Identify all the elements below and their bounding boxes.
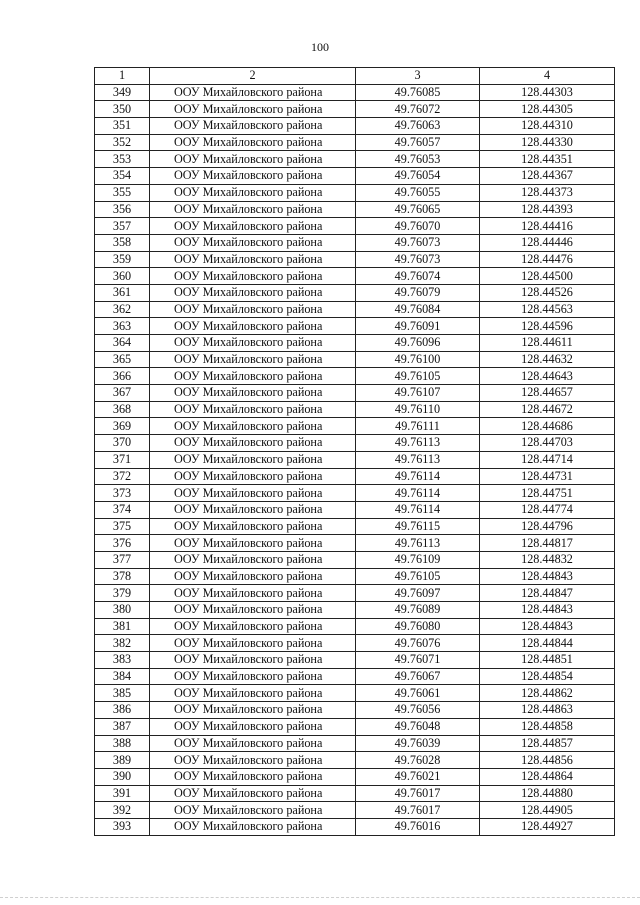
cell-name: ООУ Михайловского района — [150, 151, 356, 168]
table-row — [95, 351, 615, 368]
cell-number: 366 — [95, 368, 150, 385]
cell-number: 379 — [95, 585, 150, 602]
cell-name: ООУ Михайловского района — [150, 602, 356, 619]
cell-latitude: 49.76039 — [356, 735, 480, 752]
table-row — [95, 151, 615, 168]
cell-latitude: 49.76073 — [356, 251, 480, 268]
cell-name: ООУ Михайловского района — [150, 234, 356, 251]
table-row — [95, 685, 615, 702]
cell-number: 356 — [95, 201, 150, 218]
table-row — [95, 218, 615, 235]
table-header-row — [95, 68, 615, 85]
cell-longitude: 128.44611 — [480, 335, 615, 352]
table-row — [95, 184, 615, 201]
cell-number: 391 — [95, 785, 150, 802]
cell-latitude: 49.76053 — [356, 151, 480, 168]
cell-name: ООУ Михайловского района — [150, 385, 356, 402]
cell-name: ООУ Михайловского района — [150, 351, 356, 368]
cell-latitude: 49.76061 — [356, 685, 480, 702]
cell-longitude: 128.44851 — [480, 652, 615, 669]
cell-longitude: 128.44864 — [480, 768, 615, 785]
coordinates-table — [94, 67, 615, 836]
cell-latitude: 49.76096 — [356, 335, 480, 352]
cell-name: ООУ Михайловского района — [150, 284, 356, 301]
cell-name: ООУ Михайловского района — [150, 635, 356, 652]
cell-number: 360 — [95, 268, 150, 285]
cell-longitude: 128.44796 — [480, 518, 615, 535]
cell-latitude: 49.76085 — [356, 84, 480, 101]
cell-longitude: 128.44476 — [480, 251, 615, 268]
cell-number: 359 — [95, 251, 150, 268]
cell-number: 375 — [95, 518, 150, 535]
cell-name: ООУ Михайловского района — [150, 335, 356, 352]
column-header-name: 2 — [150, 68, 356, 85]
cell-longitude: 128.44862 — [480, 685, 615, 702]
cell-number: 384 — [95, 668, 150, 685]
table-row — [95, 585, 615, 602]
table-row — [95, 201, 615, 218]
cell-longitude: 128.44843 — [480, 618, 615, 635]
cell-name: ООУ Михайловского района — [150, 485, 356, 502]
table-row — [95, 251, 615, 268]
cell-number: 367 — [95, 385, 150, 402]
cell-number: 362 — [95, 301, 150, 318]
cell-longitude: 128.44927 — [480, 818, 615, 835]
cell-longitude: 128.44817 — [480, 535, 615, 552]
table-row — [95, 752, 615, 769]
table-row — [95, 501, 615, 518]
table-row — [95, 418, 615, 435]
page-number: 100 — [311, 40, 329, 54]
cell-latitude: 49.76100 — [356, 351, 480, 368]
table-row — [95, 451, 615, 468]
cell-latitude: 49.76067 — [356, 668, 480, 685]
column-header-latitude: 3 — [356, 68, 480, 85]
cell-name: ООУ Михайловского района — [150, 168, 356, 185]
cell-name: ООУ Михайловского района — [150, 768, 356, 785]
cell-name: ООУ Михайловского района — [150, 668, 356, 685]
cell-latitude: 49.76084 — [356, 301, 480, 318]
table-row — [95, 551, 615, 568]
cell-name: ООУ Михайловского района — [150, 435, 356, 452]
cell-number: 369 — [95, 418, 150, 435]
cell-number: 352 — [95, 134, 150, 151]
scan-edge-divider — [0, 897, 640, 899]
table-row — [95, 518, 615, 535]
cell-longitude: 128.44858 — [480, 718, 615, 735]
column-header-longitude: 4 — [480, 68, 615, 85]
table-row — [95, 368, 615, 385]
cell-longitude: 128.44643 — [480, 368, 615, 385]
cell-longitude: 128.44303 — [480, 84, 615, 101]
cell-name: ООУ Михайловского района — [150, 535, 356, 552]
cell-longitude: 128.44703 — [480, 435, 615, 452]
table-row — [95, 401, 615, 418]
cell-number: 376 — [95, 535, 150, 552]
table-row — [95, 301, 615, 318]
cell-name: ООУ Михайловского района — [150, 101, 356, 118]
cell-latitude: 49.76074 — [356, 268, 480, 285]
cell-number: 373 — [95, 485, 150, 502]
cell-number: 385 — [95, 685, 150, 702]
cell-latitude: 49.76080 — [356, 618, 480, 635]
cell-longitude: 128.44844 — [480, 635, 615, 652]
cell-number: 349 — [95, 84, 150, 101]
cell-number: 380 — [95, 602, 150, 619]
cell-name: ООУ Михайловского района — [150, 468, 356, 485]
cell-name: ООУ Михайловского района — [150, 418, 356, 435]
cell-name: ООУ Михайловского района — [150, 585, 356, 602]
table-body — [95, 84, 615, 835]
cell-latitude: 49.76072 — [356, 101, 480, 118]
cell-latitude: 49.76114 — [356, 485, 480, 502]
cell-longitude: 128.44393 — [480, 201, 615, 218]
cell-number: 370 — [95, 435, 150, 452]
cell-number: 383 — [95, 652, 150, 669]
cell-latitude: 49.76055 — [356, 184, 480, 201]
cell-name: ООУ Михайловского района — [150, 184, 356, 201]
table-row — [95, 385, 615, 402]
cell-longitude: 128.44774 — [480, 501, 615, 518]
cell-number: 382 — [95, 635, 150, 652]
cell-number: 353 — [95, 151, 150, 168]
cell-longitude: 128.44686 — [480, 418, 615, 435]
cell-number: 392 — [95, 802, 150, 819]
cell-latitude: 49.76016 — [356, 818, 480, 835]
cell-longitude: 128.44880 — [480, 785, 615, 802]
cell-name: ООУ Михайловского района — [150, 84, 356, 101]
cell-latitude: 49.76028 — [356, 752, 480, 769]
table-row — [95, 318, 615, 335]
table-row — [95, 84, 615, 101]
cell-longitude: 128.44863 — [480, 702, 615, 719]
cell-name: ООУ Михайловского района — [150, 218, 356, 235]
table-row — [95, 335, 615, 352]
table-row — [95, 101, 615, 118]
cell-number: 389 — [95, 752, 150, 769]
cell-name: ООУ Михайловского района — [150, 718, 356, 735]
cell-name: ООУ Михайловского района — [150, 618, 356, 635]
table-row — [95, 718, 615, 735]
cell-longitude: 128.44373 — [480, 184, 615, 201]
cell-number: 374 — [95, 501, 150, 518]
table-row — [95, 535, 615, 552]
cell-name: ООУ Михайловского района — [150, 652, 356, 669]
cell-longitude: 128.44367 — [480, 168, 615, 185]
cell-number: 388 — [95, 735, 150, 752]
cell-latitude: 49.76114 — [356, 468, 480, 485]
cell-name: ООУ Михайловского района — [150, 201, 356, 218]
cell-number: 377 — [95, 551, 150, 568]
cell-name: ООУ Михайловского района — [150, 118, 356, 135]
cell-latitude: 49.76073 — [356, 234, 480, 251]
cell-number: 357 — [95, 218, 150, 235]
cell-latitude: 49.76111 — [356, 418, 480, 435]
cell-name: ООУ Михайловского района — [150, 268, 356, 285]
cell-longitude: 128.44657 — [480, 385, 615, 402]
cell-latitude: 49.76076 — [356, 635, 480, 652]
cell-name: ООУ Михайловского района — [150, 134, 356, 151]
cell-latitude: 49.76115 — [356, 518, 480, 535]
cell-name: ООУ Михайловского района — [150, 785, 356, 802]
table-row — [95, 668, 615, 685]
cell-latitude: 49.76056 — [356, 702, 480, 719]
cell-longitude: 128.44500 — [480, 268, 615, 285]
cell-longitude: 128.44563 — [480, 301, 615, 318]
cell-name: ООУ Михайловского района — [150, 301, 356, 318]
cell-number: 390 — [95, 768, 150, 785]
table-row — [95, 735, 615, 752]
cell-name: ООУ Михайловского района — [150, 318, 356, 335]
table-row — [95, 284, 615, 301]
cell-latitude: 49.76065 — [356, 201, 480, 218]
cell-name: ООУ Михайловского района — [150, 802, 356, 819]
table-row — [95, 468, 615, 485]
cell-name: ООУ Михайловского района — [150, 818, 356, 835]
cell-latitude: 49.76017 — [356, 785, 480, 802]
cell-latitude: 49.76097 — [356, 585, 480, 602]
cell-number: 361 — [95, 284, 150, 301]
table-row — [95, 234, 615, 251]
cell-name: ООУ Михайловского района — [150, 518, 356, 535]
column-header-number: 1 — [95, 68, 150, 85]
cell-latitude: 49.76113 — [356, 451, 480, 468]
cell-longitude: 128.44596 — [480, 318, 615, 335]
cell-longitude: 128.44832 — [480, 551, 615, 568]
cell-latitude: 49.76070 — [356, 218, 480, 235]
table-row — [95, 818, 615, 835]
cell-number: 378 — [95, 568, 150, 585]
cell-longitude: 128.44446 — [480, 234, 615, 251]
cell-number: 350 — [95, 101, 150, 118]
cell-longitude: 128.44416 — [480, 218, 615, 235]
cell-number: 364 — [95, 335, 150, 352]
cell-latitude: 49.76054 — [356, 168, 480, 185]
cell-number: 358 — [95, 234, 150, 251]
cell-longitude: 128.44847 — [480, 585, 615, 602]
cell-number: 387 — [95, 718, 150, 735]
cell-number: 386 — [95, 702, 150, 719]
table-row — [95, 785, 615, 802]
cell-longitude: 128.44351 — [480, 151, 615, 168]
table-row — [95, 652, 615, 669]
table-row — [95, 485, 615, 502]
table-row — [95, 635, 615, 652]
cell-name: ООУ Михайловского района — [150, 368, 356, 385]
cell-latitude: 49.76091 — [356, 318, 480, 335]
cell-latitude: 49.76113 — [356, 535, 480, 552]
cell-longitude: 128.44843 — [480, 568, 615, 585]
cell-latitude: 49.76071 — [356, 652, 480, 669]
cell-number: 381 — [95, 618, 150, 635]
cell-name: ООУ Михайловского района — [150, 568, 356, 585]
cell-latitude: 49.76109 — [356, 551, 480, 568]
table-row — [95, 168, 615, 185]
cell-longitude: 128.44672 — [480, 401, 615, 418]
table-row — [95, 768, 615, 785]
cell-longitude: 128.44310 — [480, 118, 615, 135]
table-row — [95, 118, 615, 135]
cell-latitude: 49.76057 — [356, 134, 480, 151]
cell-longitude: 128.44731 — [480, 468, 615, 485]
cell-name: ООУ Михайловского района — [150, 702, 356, 719]
cell-name: ООУ Михайловского района — [150, 251, 356, 268]
cell-longitude: 128.44857 — [480, 735, 615, 752]
cell-number: 371 — [95, 451, 150, 468]
cell-name: ООУ Михайловского района — [150, 551, 356, 568]
cell-name: ООУ Михайловского района — [150, 685, 356, 702]
cell-name: ООУ Михайловского района — [150, 401, 356, 418]
table-row — [95, 702, 615, 719]
cell-latitude: 49.76063 — [356, 118, 480, 135]
cell-latitude: 49.76017 — [356, 802, 480, 819]
table-row — [95, 435, 615, 452]
cell-longitude: 128.44856 — [480, 752, 615, 769]
cell-latitude: 49.76114 — [356, 501, 480, 518]
cell-latitude: 49.76105 — [356, 568, 480, 585]
cell-latitude: 49.76048 — [356, 718, 480, 735]
cell-number: 363 — [95, 318, 150, 335]
cell-longitude: 128.44905 — [480, 802, 615, 819]
cell-name: ООУ Михайловского района — [150, 451, 356, 468]
cell-longitude: 128.44330 — [480, 134, 615, 151]
table-row — [95, 602, 615, 619]
cell-longitude: 128.44751 — [480, 485, 615, 502]
cell-name: ООУ Михайловского района — [150, 501, 356, 518]
cell-name: ООУ Михайловского района — [150, 735, 356, 752]
cell-longitude: 128.44305 — [480, 101, 615, 118]
table-row — [95, 802, 615, 819]
cell-latitude: 49.76107 — [356, 385, 480, 402]
cell-longitude: 128.44843 — [480, 602, 615, 619]
cell-number: 393 — [95, 818, 150, 835]
cell-longitude: 128.44526 — [480, 284, 615, 301]
cell-number: 368 — [95, 401, 150, 418]
cell-latitude: 49.76021 — [356, 768, 480, 785]
cell-latitude: 49.76113 — [356, 435, 480, 452]
cell-longitude: 128.44632 — [480, 351, 615, 368]
cell-latitude: 49.76089 — [356, 602, 480, 619]
cell-longitude: 128.44854 — [480, 668, 615, 685]
table-row — [95, 134, 615, 151]
table-row — [95, 268, 615, 285]
cell-number: 355 — [95, 184, 150, 201]
cell-number: 354 — [95, 168, 150, 185]
cell-name: ООУ Михайловского района — [150, 752, 356, 769]
cell-number: 365 — [95, 351, 150, 368]
cell-number: 372 — [95, 468, 150, 485]
cell-latitude: 49.76110 — [356, 401, 480, 418]
table-row — [95, 568, 615, 585]
cell-number: 351 — [95, 118, 150, 135]
cell-latitude: 49.76105 — [356, 368, 480, 385]
cell-longitude: 128.44714 — [480, 451, 615, 468]
cell-latitude: 49.76079 — [356, 284, 480, 301]
table-row — [95, 618, 615, 635]
